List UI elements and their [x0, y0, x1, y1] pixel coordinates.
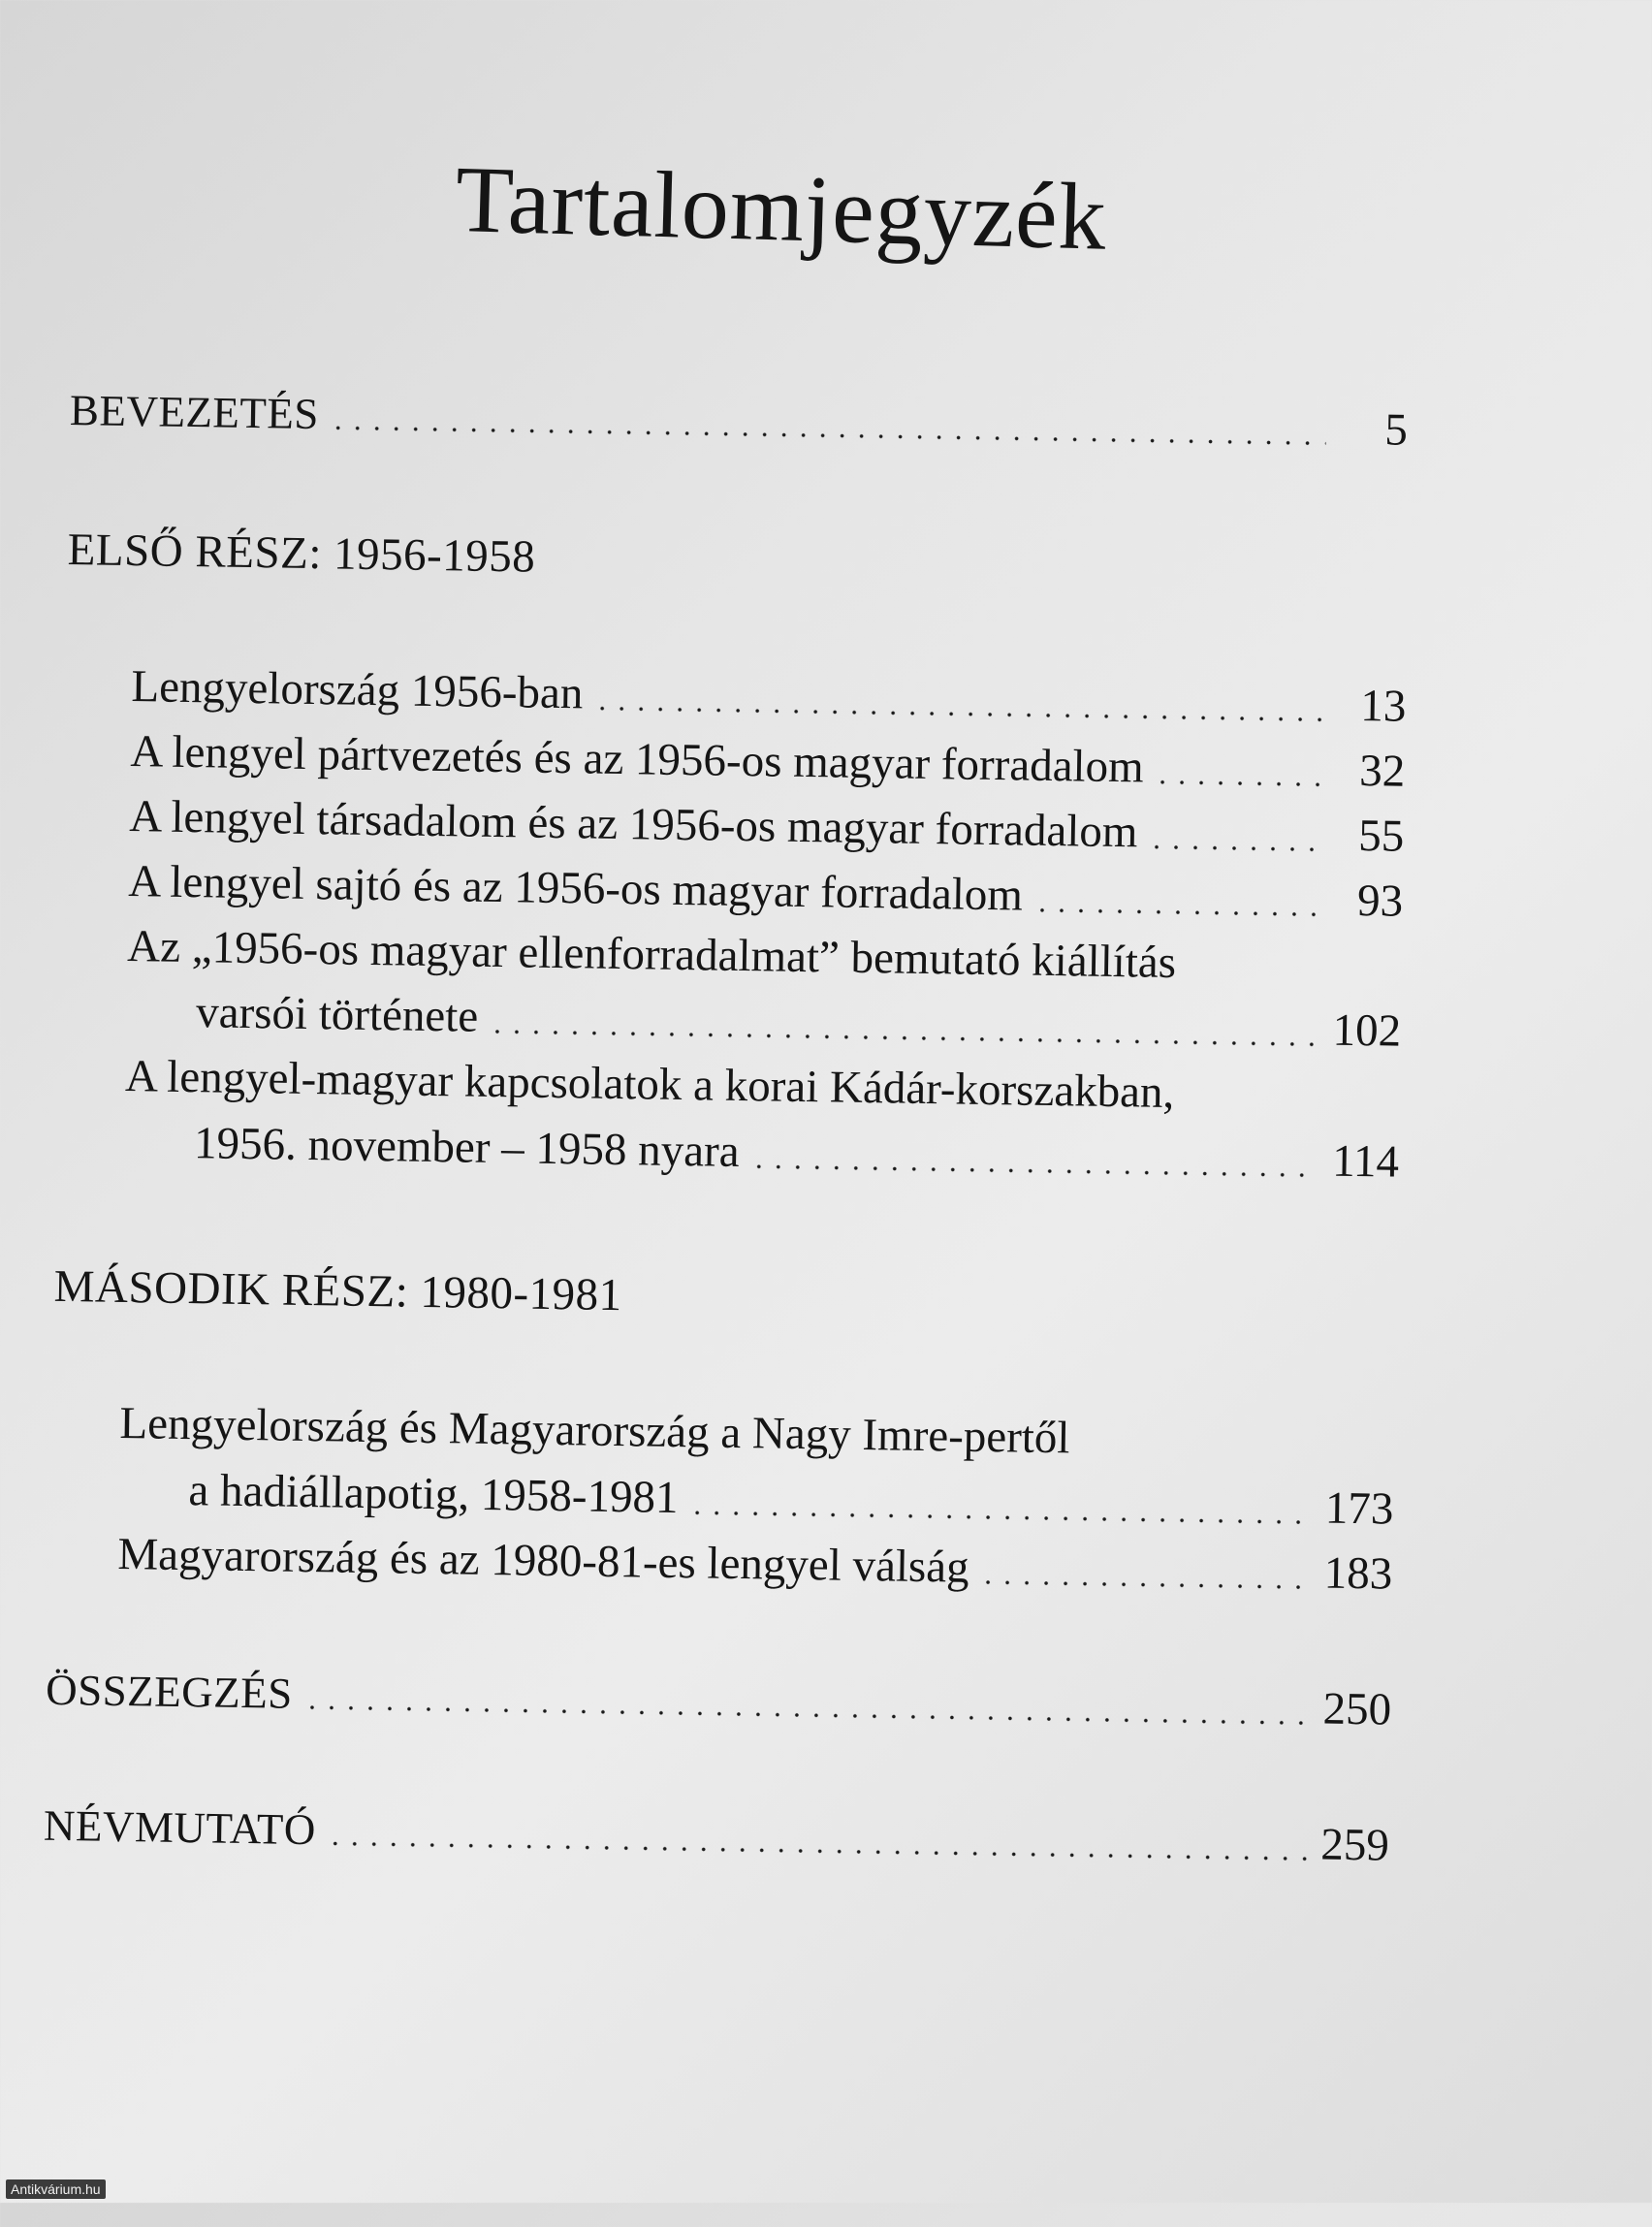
entry-label: A lengyel pártvezetés és az 1956-os magyar forradalom: [130, 726, 1145, 793]
entry-label: A lengyel társadalom és az 1956-os magyar forradalom: [128, 791, 1138, 858]
dot-leader: [302, 1705, 1309, 1725]
toc-entry: [188, 1464, 1394, 1536]
dot-leader: [1153, 780, 1323, 787]
toc-entry-nevmutato: [44, 1798, 1390, 1872]
toc-entry: [128, 855, 1404, 928]
entry-page-number: 250: [1322, 1683, 1392, 1735]
entry-page-number: 183: [1323, 1547, 1393, 1600]
dot-leader: [1147, 845, 1322, 852]
entry-label: Lengyelország 1956-ban: [131, 661, 584, 719]
entry-page-number: 93: [1356, 875, 1404, 927]
entry-page-number: 55: [1357, 810, 1405, 862]
toc-entry: [117, 1528, 1393, 1601]
toc-entry: [130, 725, 1406, 798]
dot-leader: [326, 1841, 1308, 1861]
entry-label-line2: a hadiállapotig, 1958-1981: [188, 1465, 679, 1524]
entry-label: NÉVMUTATÓ: [43, 1800, 317, 1855]
dot-leader: [329, 426, 1326, 445]
page-title: Tartalomjegyzék: [454, 147, 1109, 270]
dot-leader: [687, 1511, 1311, 1524]
entry-label-line2: 1956. november – 1958 nyara: [193, 1118, 740, 1177]
dot-leader: [592, 707, 1324, 722]
part-heading-2: MÁSODIK RÉSZ: 1980-1981: [53, 1260, 623, 1321]
dot-leader: [1032, 908, 1321, 917]
part-heading-1: ELSŐ RÉSZ: 1956-1958: [67, 525, 536, 583]
entry-page-number: 102: [1332, 1004, 1402, 1057]
toc-entry: [131, 660, 1407, 733]
entry-label-line1: Az „1956-os magyar ellenforradalmat” bemutató kiállítás: [126, 921, 1177, 989]
dot-leader: [488, 1030, 1318, 1046]
entry-label: A lengyel sajtó és az 1956-os magyar forradalom: [127, 856, 1024, 921]
entry-page-number: 173: [1324, 1482, 1394, 1535]
entry-label-line1: A lengyel-magyar kapcsolatok a korai Kádár-korszakban,: [124, 1051, 1175, 1119]
toc-entry: [196, 986, 1402, 1058]
toc-entry-bevezetes: [70, 383, 1409, 457]
dot-leader: [748, 1164, 1317, 1177]
dot-leader: [978, 1580, 1310, 1589]
entry-label: BEVEZETÉS: [69, 386, 320, 439]
toc-entry: [129, 790, 1405, 863]
entry-label-line1: Lengyelország és Magyarország a Nagy Imre-pertől: [119, 1397, 1070, 1464]
entry-page-number: 13: [1359, 680, 1407, 732]
entry-label-line2: varsói története: [195, 987, 479, 1042]
watermark: Antikvárium.hu: [6, 2179, 106, 2199]
entry-label: Magyarország és az 1980-81-es lengyel válság: [117, 1528, 970, 1593]
entry-page-number: 114: [1331, 1135, 1400, 1188]
entry-page-number: 259: [1319, 1819, 1390, 1871]
entry-page-number: 5: [1383, 404, 1409, 456]
toc-entry-osszegzes: [46, 1663, 1392, 1736]
entry-label: ÖSSZEGZÉS: [45, 1665, 294, 1718]
entry-page-number: 32: [1358, 745, 1406, 797]
toc-entry: [194, 1117, 1400, 1189]
